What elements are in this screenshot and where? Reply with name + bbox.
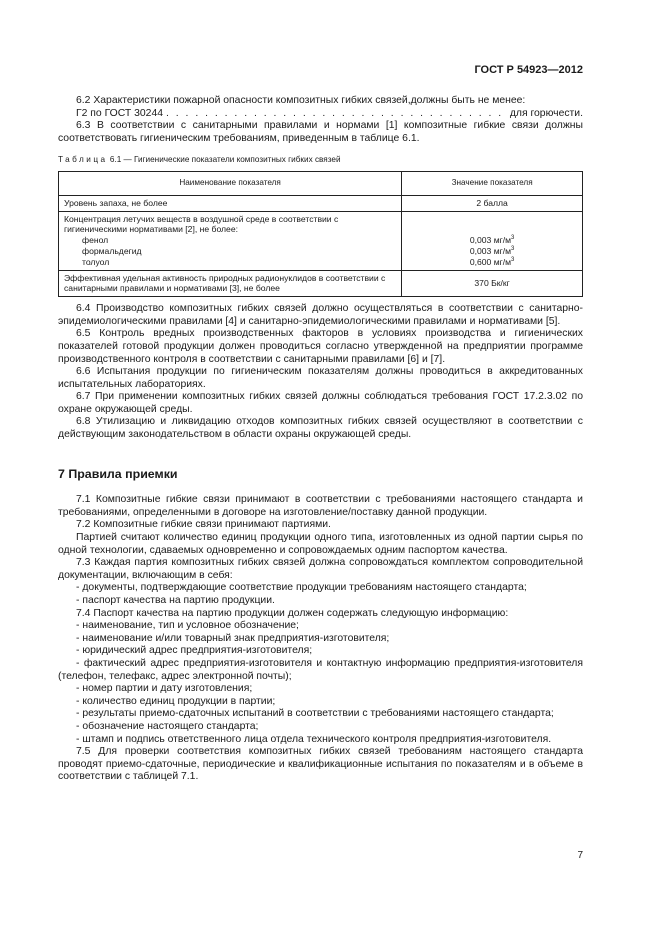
volatile-label: Концентрация летучих веществ в воздушной среде в соответствии с гигиеническими нормативами [2], не более: (64, 213, 339, 235)
list-item: - наименование и/или товарный знак предприятия-изготовителя; (76, 632, 390, 644)
table-header-name: Наименование показателя (59, 171, 402, 195)
clause-6-2-fire-class (58, 108, 583, 121)
clause-7-1: 7.1 Композитные гибкие связи принимают в соответствии с требованиями настоящего стандарта и требованиями, определенными в договоре на изготовление/поставку данной продукции. (58, 494, 583, 518)
list-item: - номер партии и дату изготовления; (76, 683, 253, 695)
table-header-row (59, 171, 583, 195)
volatile-phenol: фенол (82, 235, 109, 246)
document-code: ГОСТ Р 54923—2012 (474, 64, 583, 76)
clause-6-8: 6.8 Утилизацию и ликвидацию отходов композитных гибких связей осуществляют в соответствии с действующим законодательством в области охраны окружающей среды. (58, 416, 583, 441)
clause-6-6: 6.6 Испытания продукции по гигиеническим показателям должны проводиться в аккредитованных испытательных лабораториях. (58, 366, 583, 390)
list-item: - фактический адрес предприятия-изготовителя и контактную информацию предприятия-изготовителя (телефон, телефакс, адрес электронной почты); (58, 657, 583, 682)
list-item: - паспорт качества на партию продукции. (76, 595, 275, 607)
list-item: - обозначение настоящего стандарта; (76, 720, 259, 732)
clause-6-2: 6.2 Характеристики пожарной опасности композитных гибких связей,должны быть не менее: (76, 95, 526, 106)
value-toluene: 0,600 $мг/м^3$ (469, 256, 515, 267)
list-item: - наименование, тип и условное обозначение; (76, 620, 299, 632)
section-7-title: 7 Правила приемки (58, 466, 178, 481)
row-volatile-name (59, 211, 402, 270)
list-item: - документы, подтверждающие соответствие продукции требованиям настоящего стандарта; (76, 582, 527, 594)
page-number: 7 (577, 850, 583, 861)
table-row (59, 195, 583, 211)
row-odor-name: Уровень запаха, не более (59, 195, 402, 211)
table-row (59, 270, 583, 297)
list-item: - результаты приемо-сдаточных испытаний в соответствии с требованиями настоящего стандарта; (76, 708, 554, 720)
row-radio-value: 370 Бк/кг (402, 270, 583, 297)
clause-7-4: 7.4 Паспорт качества на партию продукции должен содержать следующую информацию: (76, 607, 509, 619)
list-item: - количество единиц продукции в партии; (76, 695, 276, 707)
table-row (59, 211, 583, 270)
value-formaldehyde: 0,003 $мг/м^3$ (469, 245, 515, 256)
row-odor-value: 2 балла (402, 195, 583, 211)
clause-7-2: 7.2 Композитные гибкие связи принимают партиями. (76, 519, 331, 531)
clause-7-5: 7.5 Для проверки соответствия композитных гибких связей требованиям настоящего стандарта проводят приемо-сдаточные, периодические и квалификационные испытания по показателям и в объеме в соответствии с таблицей 7.1. (58, 746, 583, 783)
clause-6-4: 6.4 Производство композитных гибких связей должно осуществляться в соответствии с санитарно-эпидемиологическими правилами [4] и санитарно-эпидемиологическими правилами и нормативами [5]. (58, 303, 583, 327)
volatile-toluene: толуол (82, 256, 110, 267)
fire-class-left: Г2 по ГОСТ 30244 (76, 107, 163, 119)
value-phenol: 0,003 $мг/м^3$ (469, 235, 515, 246)
leader-dots (166, 108, 507, 121)
list-item: - штамп и подпись ответственного лица отдела технического контроля предприятия-изготовителя. (76, 733, 552, 745)
table-header-value: Значение показателя (402, 171, 583, 195)
clause-6-5: 6.5 Контроль вредных производственных факторов в условиях производства и гигиенических показателей готовой продукции должен проводиться согласно утвержденной на предприятии программе производственного контроля в соответствии с санитарными правилами [6] и [7]. (58, 328, 583, 365)
hygiene-table (58, 171, 583, 297)
row-volatile-values (402, 211, 583, 270)
clause-6-3: 6.3 В соответствии с санитарными правилами и нормами [1] композитные гибкие связи должны соответствовать гигиеническим требованиям, приведенным в таблице 6.1. (58, 120, 583, 144)
clause-6-7: 6.7 При применении композитных гибких связей должны соблюдаться требования ГОСТ 17.2.3.02 по охране окружающей среды. (58, 391, 583, 415)
table-caption-text: 6.1 — Гигиенические показатели композитных гибких связей (109, 155, 341, 165)
volatile-formaldehyde: формальдегид (82, 245, 142, 256)
clause-7-3: 7.3 Каждая партия композитных гибких связей должна сопровождаться комплектом сопроводительной документации, включающим в себя: (58, 557, 583, 581)
row-radio-name: Эффективная удельная активность природных радионуклидов в соответствии с санитарными правилами и нормативами [3], не более (59, 270, 402, 297)
table-caption (58, 154, 583, 167)
table-caption-label: Таблица (58, 155, 108, 165)
fire-class-right: для горючести. (509, 107, 583, 119)
clause-7-2-batch: Партией считают количество единиц продукции одного типа, изготовленных из одной партии сырья по одной технологии, сдаваемых одновременно и сопровождаемых одним паспортом качества. (58, 532, 583, 556)
document-body (58, 95, 583, 784)
list-item: - юридический адрес предприятия-изготовителя; (76, 645, 313, 657)
